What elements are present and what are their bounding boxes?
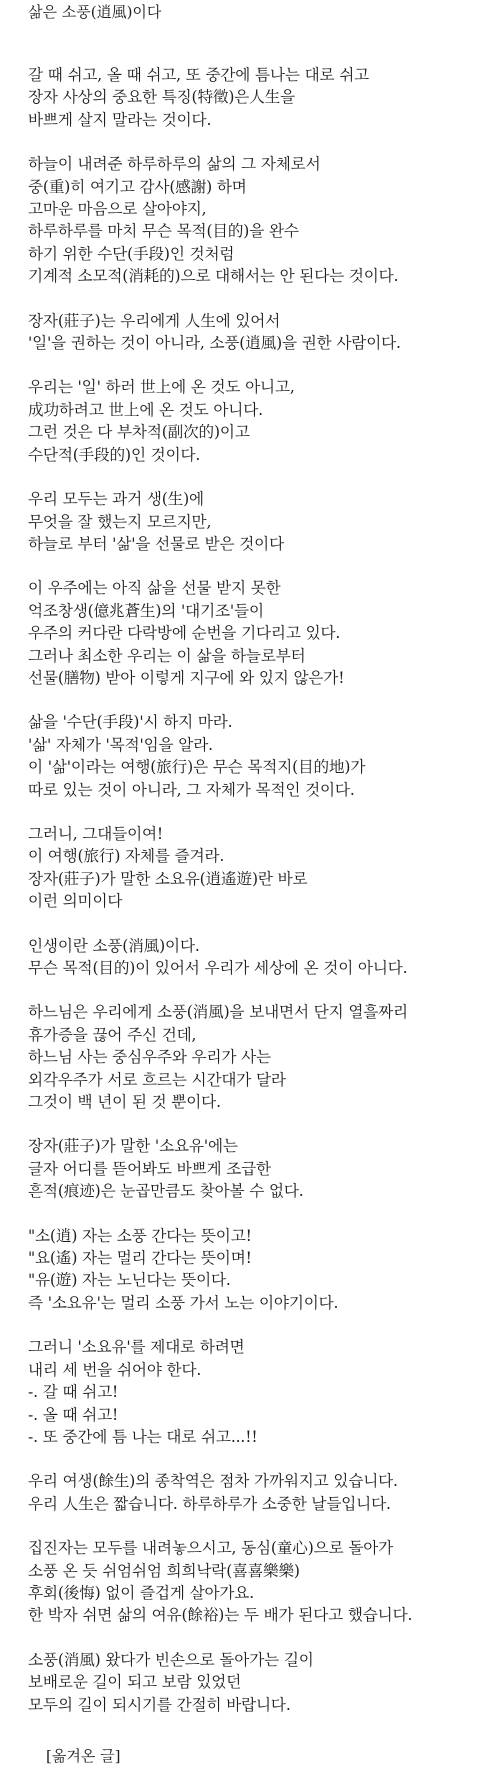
text-line: 집진자는 모두를 내려놓으시고, 동심(童心)으로 돌아가 <box>28 1539 394 1558</box>
text-line: 장자(莊子)가 말한 소요유(逍遙遊)란 바로 <box>28 869 308 888</box>
paragraph <box>28 310 494 355</box>
text-line: -. 올 때 쉬고! <box>28 1405 119 1424</box>
text-line: 보배로운 길이 되고 보람 있었던 <box>28 1673 242 1692</box>
source-note: [옮겨온 글] <box>46 1747 121 1765</box>
paragraph <box>28 376 494 466</box>
text-line: -. 갈 때 쉬고! <box>28 1383 119 1402</box>
text-line: 글자 어디를 뜯어봐도 바쁘게 조급한 <box>28 1159 271 1178</box>
text-line: 하느님 사는 중심우주와 우리가 사는 <box>28 1048 271 1067</box>
text-line: 따로 있는 것이 아니라, 그 자체가 목적인 것이다. <box>28 780 355 799</box>
text-line: 흔적(痕迹)은 눈곱만큼도 찾아볼 수 없다. <box>28 1182 304 1201</box>
text-line: 억조창생(億兆蒼生)의 '대기조'들이 <box>28 601 264 620</box>
text-line: 成功하려고 世上에 온 것도 아니다. <box>28 400 263 419</box>
text-line: 수단적(手段的)인 것이다. <box>28 445 201 464</box>
text-line: 이 여행(旅行) 자체를 즐겨라. <box>28 847 225 866</box>
paragraph <box>28 1001 494 1113</box>
text-line: 기계적 소모적(消耗的)으로 대해서는 안 된다는 것이다. <box>28 267 399 286</box>
text-line: 이 우주에는 아직 삶을 선물 받지 못한 <box>28 579 281 598</box>
text-line: 장자(莊子)가 말한 '소요유'에는 <box>28 1137 238 1156</box>
text-line: 소풍 온 듯 쉬엄쉬엄 희희낙락(喜喜樂樂) <box>28 1561 300 1580</box>
text-line: 하루하루를 마치 무슨 목적(目的)을 완수 <box>28 222 299 241</box>
document-body <box>28 64 494 1738</box>
text-line: 하느님은 우리에게 소풍(消風)을 보내면서 단지 열흘짜리 <box>28 1003 408 1022</box>
text-line: 그러니, 그대들이여! <box>28 824 164 843</box>
text-line: 소풍(消風) 왔다가 빈손으로 돌아가는 길이 <box>28 1650 314 1669</box>
paragraph <box>28 711 494 801</box>
text-line: 휴가증을 끊어 주신 건데, <box>28 1025 197 1044</box>
text-line: 우리는 '일' 하러 世上에 온 것도 아니고, <box>28 378 295 397</box>
text-line: 즉 '소요유'는 멀리 소풍 가서 노는 이야기이다. <box>28 1293 339 1312</box>
text-line: 후회(後悔) 없이 즐겁게 살아가요. <box>28 1583 255 1602</box>
text-line: 하늘로 부터 '삶'을 선물로 받은 것이다 <box>28 534 285 553</box>
text-line: '삶' 자체가 '목적'임을 알라. <box>28 735 213 754</box>
text-line: 장자 사상의 중요한 특징(特徵)은人生을 <box>28 88 296 107</box>
text-line: 모두의 길이 되시기를 간절히 바랍니다. <box>28 1695 291 1714</box>
paragraph <box>28 64 494 131</box>
text-line: '일'을 권하는 것이 아니라, 소풍(逍風)을 권한 사람이다. <box>28 334 401 353</box>
text-line: 하늘이 내려준 하루하루의 삶의 그 자체로서 <box>28 155 321 174</box>
text-line: 그런 것은 다 부차적(副次的)이고 <box>28 423 250 442</box>
paragraph <box>28 153 494 287</box>
text-line: 우리 人生은 짧습니다. 하루하루가 소중한 날들입니다. <box>28 1494 391 1513</box>
paragraph <box>28 823 494 913</box>
text-line: 중(重)히 여기고 감사(感謝) 하며 <box>28 177 247 196</box>
text-line: "유(遊) 자는 노닌다는 뜻이다. <box>28 1271 231 1290</box>
text-line: -. 또 중간에 틈 나는 대로 쉬고...!! <box>28 1427 258 1446</box>
text-line: 삶을 '수단(手段)'시 하지 마라. <box>28 713 233 732</box>
paragraph <box>28 1470 494 1515</box>
text-line: 갈 때 쉬고, 올 때 쉬고, 또 중간에 틈나는 대로 쉬고 <box>28 66 370 84</box>
text-line: 이런 의미이다 <box>28 892 123 911</box>
text-line: 하기 위한 수단(手段)인 것처럼 <box>28 244 235 263</box>
text-line: 우리 모두는 과거 생(生)에 <box>28 490 204 509</box>
text-line: 그러나 최소한 우리는 이 삶을 하늘로부터 <box>28 646 306 665</box>
text-line: 내리 세 번을 쉬어야 한다. <box>28 1360 202 1379</box>
text-line: "요(遙) 자는 멀리 간다는 뜻이며! <box>28 1249 252 1268</box>
text-line: 한 박자 쉬면 삶의 여유(餘裕)는 두 배가 된다고 했습니다. <box>28 1606 413 1625</box>
text-line: 장자(莊子)는 우리에게 人生에 있어서 <box>28 311 281 330</box>
text-line: 무슨 목적(目的)이 있어서 우리가 세상에 온 것이 아니다. <box>28 959 408 977</box>
paragraph <box>28 577 494 689</box>
text-line: 그러니 '소요유'를 제대로 하려면 <box>28 1338 245 1357</box>
paragraph <box>28 1649 494 1716</box>
text-line: 인생이란 소풍(消風)이다. <box>28 936 200 955</box>
text-line: 외각우주가 서로 흐르는 시간대가 달라 <box>28 1070 286 1089</box>
paragraph <box>28 1336 494 1448</box>
text-line: 선물(膳物) 받아 이렇게 지구에 와 있지 않은가! <box>28 668 345 687</box>
text-line: 바쁘게 살지 말라는 것이다. <box>28 110 212 129</box>
text-line: 우리 여생(餘生)의 종착역은 점차 가까워지고 있습니다. <box>28 1472 398 1491</box>
paragraph <box>28 1135 494 1202</box>
paragraph <box>28 935 494 980</box>
text-line: 그것이 백 년이 된 것 뿐이다. <box>28 1093 221 1112</box>
text-line: 이 '삶'이라는 여행(旅行)은 무슨 목적지(目的地)가 <box>28 758 366 777</box>
text-line: 고마운 마음으로 살아야지, <box>28 200 207 219</box>
paragraph <box>28 488 494 555</box>
paragraph <box>28 1225 494 1315</box>
text-line: 우주의 커다란 다락방에 순번을 기다리고 있다. <box>28 624 341 643</box>
paragraph <box>28 1537 494 1627</box>
text-line: 무엇을 잘 했는지 모르지만, <box>28 512 212 531</box>
text-line: "소(逍) 자는 소풍 간다는 뜻이고! <box>28 1226 252 1245</box>
document-title: 삶은 소풍(逍風)이다 <box>28 3 162 21</box>
